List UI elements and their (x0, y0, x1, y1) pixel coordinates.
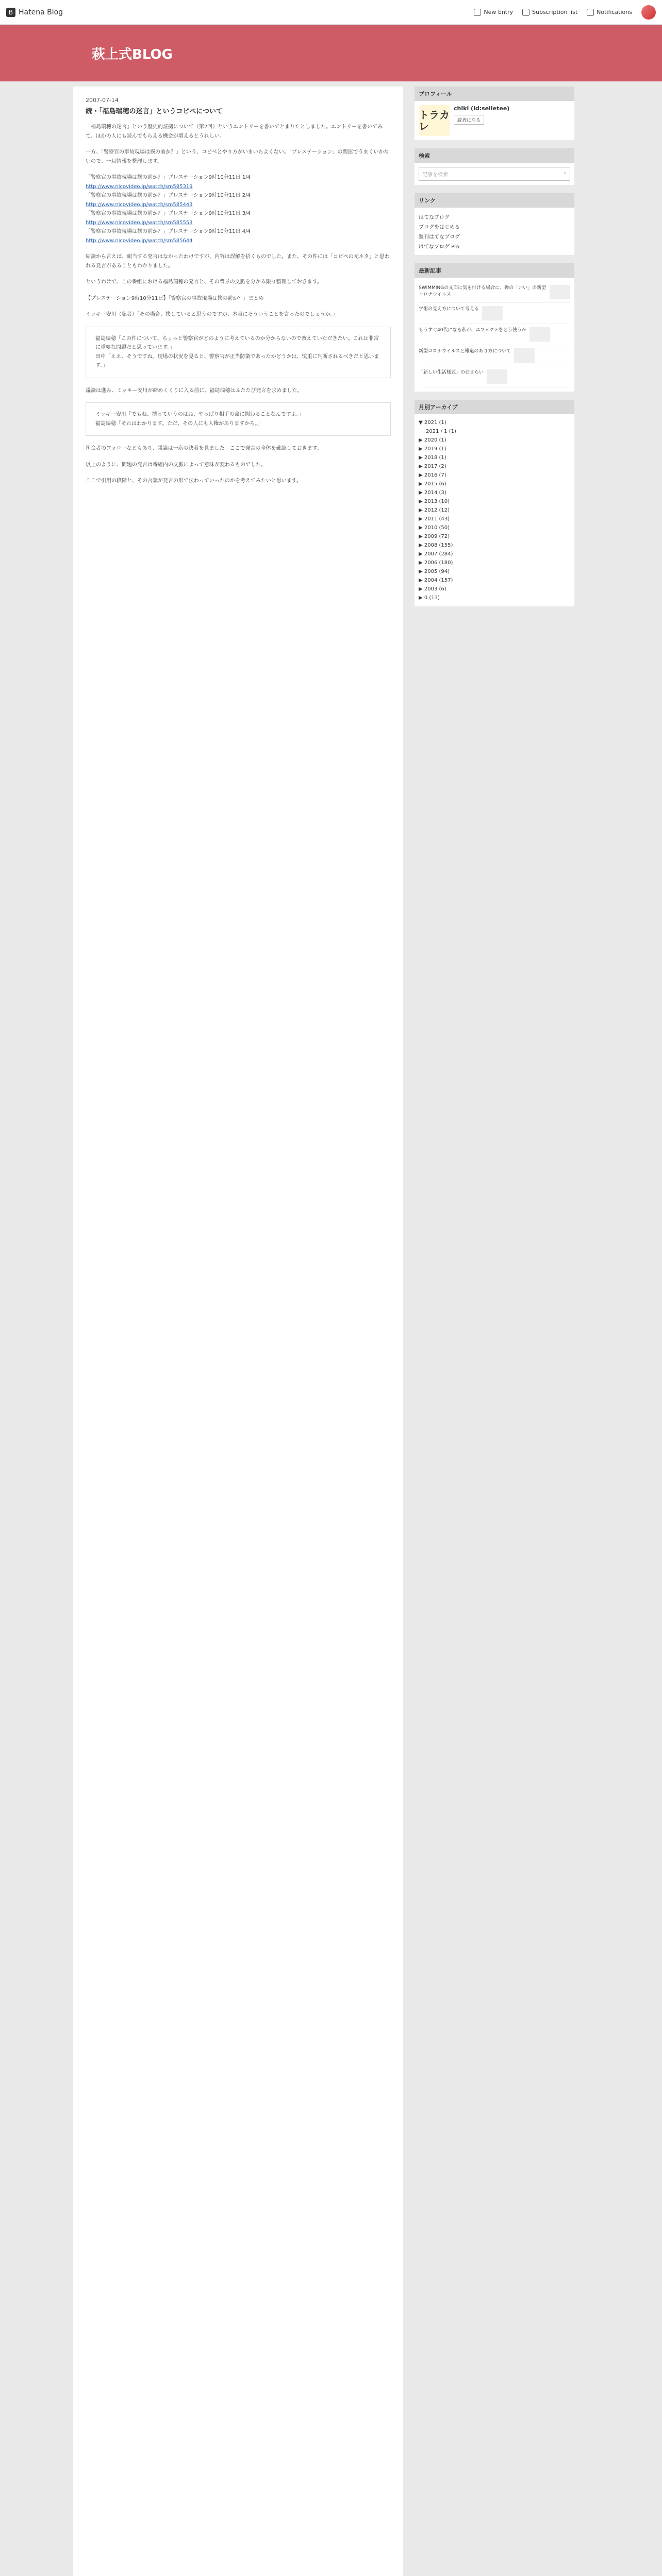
recent-entry[interactable] (419, 324, 570, 345)
archive-label: 2010 (50) (424, 525, 450, 531)
paragraph: 「福島瑞穂の迷言」という歴史的証拠について（第2回）というエントリーを書いてとまりたとしました。エントリーを書いてみて、ほかの人にも読んでもらえる機会が増えるとうれしい。 (86, 124, 383, 139)
sidebar-link[interactable]: ブログをはじめる (419, 225, 460, 230)
archive-label: 2003 (6) (424, 586, 446, 592)
search-icon[interactable]: ⌕ (564, 170, 567, 176)
archive-item[interactable]: ▶ 2019 (1) (419, 446, 446, 452)
archive-item[interactable]: ▶ 2012 (12) (419, 507, 450, 513)
archive-item[interactable]: ▶ 2006 (180) (419, 560, 453, 566)
video-link[interactable]: http://www.nicovideo.jp/watch/sm585319 (86, 183, 193, 190)
blog-header (0, 25, 662, 81)
quote-block (86, 327, 391, 378)
module-heading: 検索 (415, 148, 574, 163)
archive-item[interactable]: ▶ 2004 (157) (419, 578, 453, 583)
archive-item[interactable] (419, 427, 570, 436)
recent-entry[interactable] (419, 303, 570, 324)
video-link[interactable]: http://www.nicovideo.jp/watch/sm585553 (86, 219, 193, 226)
recent-entry-title: 新型コロナウイルスと報道のあり方について (419, 349, 511, 354)
sidebar-link[interactable]: 週刊はてなブログ (419, 234, 460, 240)
links-module (415, 193, 574, 255)
new-entry-button[interactable] (474, 9, 513, 16)
pencil-icon (474, 9, 481, 16)
paragraph: 司会者のフォローなどもあり、議論は一応の決着を見ました。ここで発言の全体を確認しておきます。 (86, 446, 322, 451)
video-link[interactable]: http://www.nicovideo.jp/watch/sm585644 (86, 238, 193, 244)
video-title: 「警察官の事故現場は撲の前か？」プレステーション9時10分11日 4/4 (86, 229, 251, 234)
archive-item[interactable]: ▶ 2018 (1) (419, 455, 446, 461)
quote-block (86, 402, 391, 436)
archive-item[interactable]: ▼ 2021 (1) (419, 420, 446, 426)
recent-entry[interactable] (419, 366, 570, 387)
video-link[interactable]: http://www.nicovideo.jp/watch/sm585443 (86, 201, 193, 208)
recent-entry[interactable] (419, 282, 570, 303)
archive-label: 2004 (157) (424, 578, 453, 583)
recent-entry[interactable] (419, 345, 570, 366)
recent-entry-thumbnail (487, 369, 507, 384)
subscribe-button[interactable]: 読者になる (454, 115, 484, 125)
bell-icon (587, 9, 594, 16)
module-heading: 月別アーカイブ (415, 400, 574, 414)
archive-item[interactable]: ▶ 2020 (1) (419, 437, 446, 443)
archive-label: 2014 (3) (424, 490, 446, 496)
search-placeholder: 記事を検索 (422, 172, 448, 178)
recent-entry-title: 「新しい生活様式」のおさらい (419, 370, 484, 375)
archive-label: 2019 (1) (424, 446, 446, 452)
list-icon (522, 9, 529, 16)
recent-entry-title: 学術の見え方について考える (419, 307, 479, 312)
recent-module (415, 263, 574, 392)
archive-label: 2013 (10) (424, 499, 450, 504)
sidebar-link[interactable]: はてなブログ (419, 215, 450, 221)
archive-label: 2012 (12) (424, 507, 450, 513)
paragraph: というわけで、この番組における福島瑞穂の発言と、その背景の文脈を分かる限り整理しておきます。 (86, 279, 322, 285)
archive-item[interactable]: ▶ 2014 (3) (419, 490, 446, 496)
archive-item[interactable]: ▶ 2015 (6) (419, 481, 446, 487)
blog-title[interactable]: 萩上式BLOG (92, 46, 173, 62)
paragraph: 議論は進み、ミッキー安川が締めくくりに入る前に、福島瑞穂はふたたび発言を求めました。 (86, 387, 303, 394)
recent-entry-thumbnail (529, 327, 550, 342)
archive-item[interactable]: ▶ 2005 (94) (419, 569, 450, 574)
search-input[interactable] (419, 167, 570, 181)
recent-entry-thumbnail (514, 348, 535, 363)
archive-module (415, 400, 574, 606)
archive-item[interactable]: ▶ 2016 (7) (419, 472, 446, 478)
archive-label: 2006 (180) (424, 560, 453, 566)
recent-entry-thumbnail (550, 285, 570, 299)
recent-entry-title: もうすぐ40代になる私が、エフェクトをどう使うか (419, 328, 527, 333)
module-heading: リンク (415, 193, 574, 208)
profile-image[interactable]: トラカレ (419, 105, 450, 136)
paragraph: ここで引用の段階と、その言葉が発言の形で伝わっていったのかを考えてみたいと思います。 (86, 478, 302, 484)
archive-item[interactable]: ▶ 2013 (10) (419, 499, 450, 504)
video-title: 「警察官の事故現場は撲の前か？」プレステーション9時10分11日 2/4 (86, 193, 251, 198)
archive-label: 2005 (94) (424, 569, 450, 574)
logo-text: Hatena Blog (19, 8, 63, 16)
archive-item[interactable]: ▶ 0 (13) (419, 595, 440, 601)
archive-label: 2021 / 1 (1) (426, 429, 456, 434)
archive-label: 2017 (2) (424, 464, 446, 469)
archive-label: 2009 (72) (424, 534, 450, 539)
archive-label: 2020 (1) (424, 437, 446, 443)
archive-label: 2008 (155) (424, 543, 453, 548)
video-title: 「警察官の事故現場は撲の前か？」プレステーション9時10分11日 3/4 (86, 211, 251, 216)
paragraph: 以上のように、問題の発言は番組内の文脈によって意味が変わるものでした。 (86, 462, 266, 468)
quote-line: 福島瑞穂「この件について、ちょっと警察官がどのように考えているのか分からないので教えていただきたい。これは非常に重要な問題だと思っています。」 (95, 335, 379, 350)
sidebar-link[interactable]: はてなブログ Pro (419, 244, 460, 250)
module-heading: 最新記事 (415, 263, 574, 278)
archive-item[interactable]: ▶ 2017 (2) (419, 464, 446, 469)
module-heading: プロフィール (415, 87, 574, 101)
user-avatar[interactable] (641, 5, 656, 20)
archive-item[interactable]: ▶ 2008 (155) (419, 543, 453, 548)
notifications-button[interactable] (587, 9, 632, 16)
paragraph: 【プレステーション9時10分11日】「警察官の事故現場は撲の前か？」まとめ (86, 295, 264, 301)
video-title: 「警察官の事故現場は撲の前か？」プレステーション9時10分11日 1/4 (86, 175, 251, 180)
recent-entry-title: SWIMMINGの文面に気を付ける場合に、弾の「いい」の新型コロナウイルス (419, 285, 547, 297)
archive-label: 2007 (284) (424, 551, 453, 557)
profile-name[interactable]: chiki (id:seiletee) (454, 105, 510, 112)
quote-line: 田中「ええ、そうですね。現場の状況を見ると、警察官が正当防衛であったかどうかは、慎重に判断されるべきだと思います。」 (95, 353, 379, 368)
archive-label: 2021 (1) (424, 420, 446, 426)
main-column (73, 87, 403, 2576)
quote-line: 福島瑞穂「それはわかります。ただ、その人にも人権がありますから。」 (95, 420, 263, 427)
sidebar (415, 87, 574, 2576)
archive-label: 0 (13) (424, 595, 440, 601)
profile-module (415, 87, 574, 140)
archive-label: 2016 (7) (424, 472, 446, 478)
paragraph: 一方、「警察官の事故現場は撲の前か？」という、コピペとやり方がいまいちよくない。「プレステーション」の関連でうまくいかないので、一旦情報を整理します。 (86, 149, 389, 164)
archive-label: 2011 (43) (424, 516, 450, 522)
hatena-logo[interactable] (6, 8, 63, 17)
archive-item[interactable]: ▶ 2003 (6) (419, 586, 446, 592)
quote-line: ミッキー安川「でもね、撲っていうのはね、やっぱり相手の命に関わることなんですよ。」 (95, 412, 304, 417)
entry-title[interactable]: 続・「福島瑞穂の迷言」というコピペについて (86, 108, 223, 115)
topbar (0, 0, 662, 25)
new-entry-label: New Entry (484, 9, 514, 15)
entry (73, 87, 403, 2576)
archive-label: 2018 (1) (424, 455, 446, 461)
archive-label: 2015 (6) (424, 481, 446, 487)
hatena-mark-icon: B (6, 8, 15, 17)
subscription-label: Subscription list (532, 9, 578, 15)
entry-date: 2007-07-14 (86, 97, 119, 104)
archive-item[interactable]: ▶ 2011 (43) (419, 516, 450, 522)
search-module (415, 148, 574, 185)
notifications-label: Notifications (597, 9, 632, 15)
paragraph: ミッキー安川（聴者）「その場合、撲していると思うのですが、本当にそういうことを言ったのでしょうか。」 (86, 312, 338, 317)
archive-item[interactable]: ▶ 2010 (50) (419, 525, 450, 531)
archive-item[interactable]: ▶ 2007 (284) (419, 551, 453, 557)
archive-item[interactable]: ▶ 2009 (72) (419, 534, 450, 539)
recent-entry-thumbnail (482, 306, 503, 320)
subscription-list-button[interactable] (522, 9, 577, 16)
paragraph: 結論から言えば、頭当する発言はなかったわけですが、内容は誤解を招くものでした。また、その件には「コピペの元ネタ」と思われる発言があることもわかりました。 (86, 254, 390, 269)
video-list (86, 173, 391, 245)
